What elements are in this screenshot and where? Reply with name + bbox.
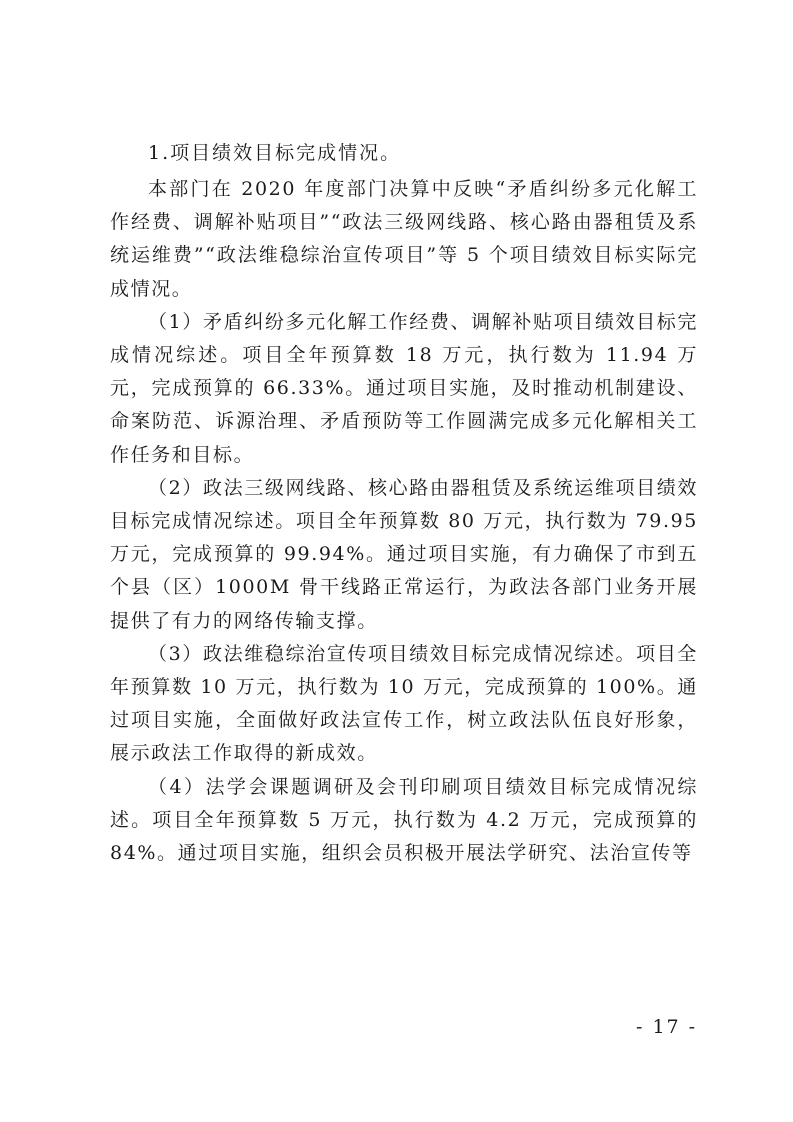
page-number: - 17 - [636,1016,698,1038]
paragraph-item-4: （4）法学会课题调研及会刊印刷项目绩效目标完成情况综述。项目全年预算数 5 万元，执行数为 4.2 万元，完成预算的 84%。通过项目实施，组织会员积极开展法学研究、法治宣传等 [110,775,698,865]
paragraph-item-1: （1）矛盾纠纷多元化解工作经费、调解补贴项目绩效目标完成情况综述。项目全年预算数 18 万元，执行数为 11.94 万元，完成预算的 66.33%。通过项目实施，及时推动机制建设、命案防范、诉源治理、矛盾预防等工作圆满完成多元化解相关工作任务和目标。 [110,310,698,466]
paragraph-item-2: （2）政法三级网线路、核心路由器租赁及系统运维项目绩效目标完成情况综述。项目全年预算数 80 万元，执行数为 79.95 万元，完成预算的 99.94%。通过项目实施，有力确保了市到五个县（区）1000M 骨干线路正常运行，为政法各部门业务开展提供了有力的网络传输支撑。 [110,476,698,632]
paragraph-intro: 本部门在 2020 年度部门决算中反映“矛盾纠纷多元化解工作经费、调解补贴项目”“政法三级网线路、核心路由器租赁及系统运维费”“政法维稳综治宣传项目”等 5 个项目绩效目标实际完成情况。 [110,178,698,300]
document-body [110,138,698,870]
section-heading: 1.项目绩效目标完成情况。 [148,142,402,164]
paragraph-item-3: （3）政法维稳综治宣传项目绩效目标完成情况综述。项目全年预算数 10 万元，执行数为 10 万元，完成预算的 100%。通过项目实施，全面做好政法宣传工作，树立政法队伍良好形象，展示政法工作取得的新成效。 [110,642,698,765]
